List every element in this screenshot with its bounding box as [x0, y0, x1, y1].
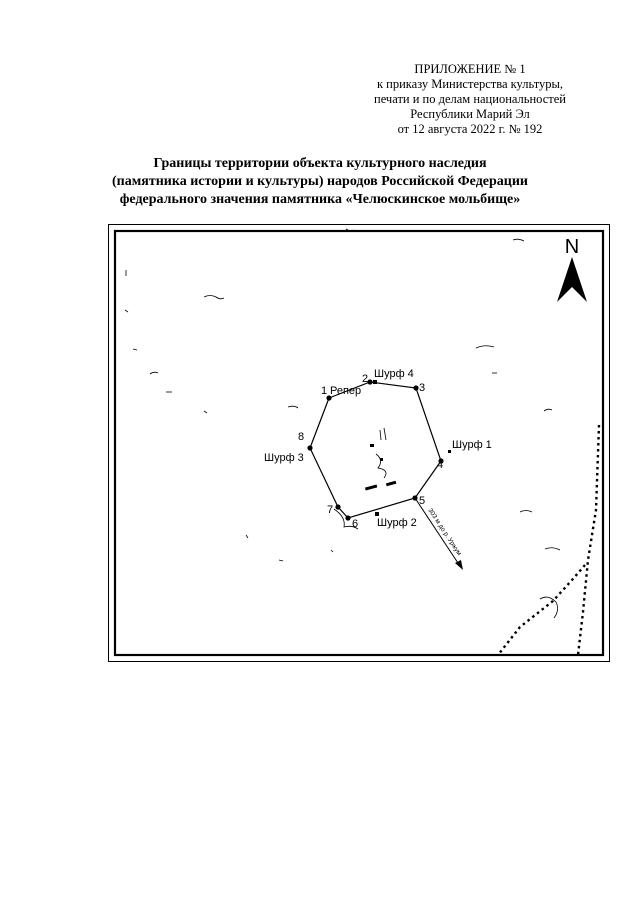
- dotted-boundaries: [498, 425, 599, 655]
- appendix-line: Республики Марий Эл: [410, 107, 530, 121]
- vertex-marker: [335, 504, 340, 509]
- pit-marker: [448, 450, 451, 453]
- pit-label-1: Шурф 1: [452, 439, 492, 451]
- benchmark-label: Репер: [330, 385, 362, 397]
- north-arrow-icon: [557, 257, 587, 302]
- map-inner-border: [115, 231, 603, 655]
- title-line: Границы территории объекта культурного наследия: [153, 156, 487, 171]
- vertex-label: 2: [362, 373, 369, 385]
- vertex-marker: [367, 379, 372, 384]
- pit-label-4: Шурф 4: [374, 368, 414, 380]
- pit-label-3: Шурф 3: [264, 452, 304, 464]
- arrowhead-icon: [455, 560, 463, 570]
- vertex-label: 8: [298, 431, 305, 443]
- pit-marker: [373, 380, 377, 384]
- appendix-line: от 12 августа 2022 г. № 192: [397, 122, 543, 136]
- title-line: федерального значения памятника «Челюскинское мольбище»: [119, 192, 521, 207]
- pit-marker: [375, 512, 379, 516]
- appendix-line: к приказу Министерства культуры,: [376, 77, 564, 91]
- direction-label: 303 м до р. Уржум: [426, 507, 463, 557]
- monument-features: [365, 444, 396, 490]
- north-label: N: [564, 236, 580, 258]
- vertex-label: 3: [419, 382, 426, 394]
- terrain-marks: [125, 229, 560, 618]
- vertex-marker: [345, 515, 350, 520]
- pit-label-2: Шурф 2: [377, 517, 417, 529]
- vertex-label: 7: [327, 504, 334, 516]
- pit-markers: [373, 380, 451, 516]
- title-line: (памятника истории и культуры) народов Российской Федерации: [112, 174, 528, 189]
- appendix-line: ПРИЛОЖЕНИЕ № 1: [414, 62, 526, 76]
- vertex-label: 5: [419, 495, 426, 507]
- direction-line: [415, 498, 458, 563]
- vertex-label: 1: [321, 385, 328, 397]
- vertex-marker: [307, 445, 312, 450]
- vertex-label: 6: [352, 518, 359, 530]
- vertex-marker: [413, 385, 418, 390]
- vertex-label: 4: [437, 459, 444, 471]
- appendix-line: печати и по делам национальностей: [374, 92, 566, 106]
